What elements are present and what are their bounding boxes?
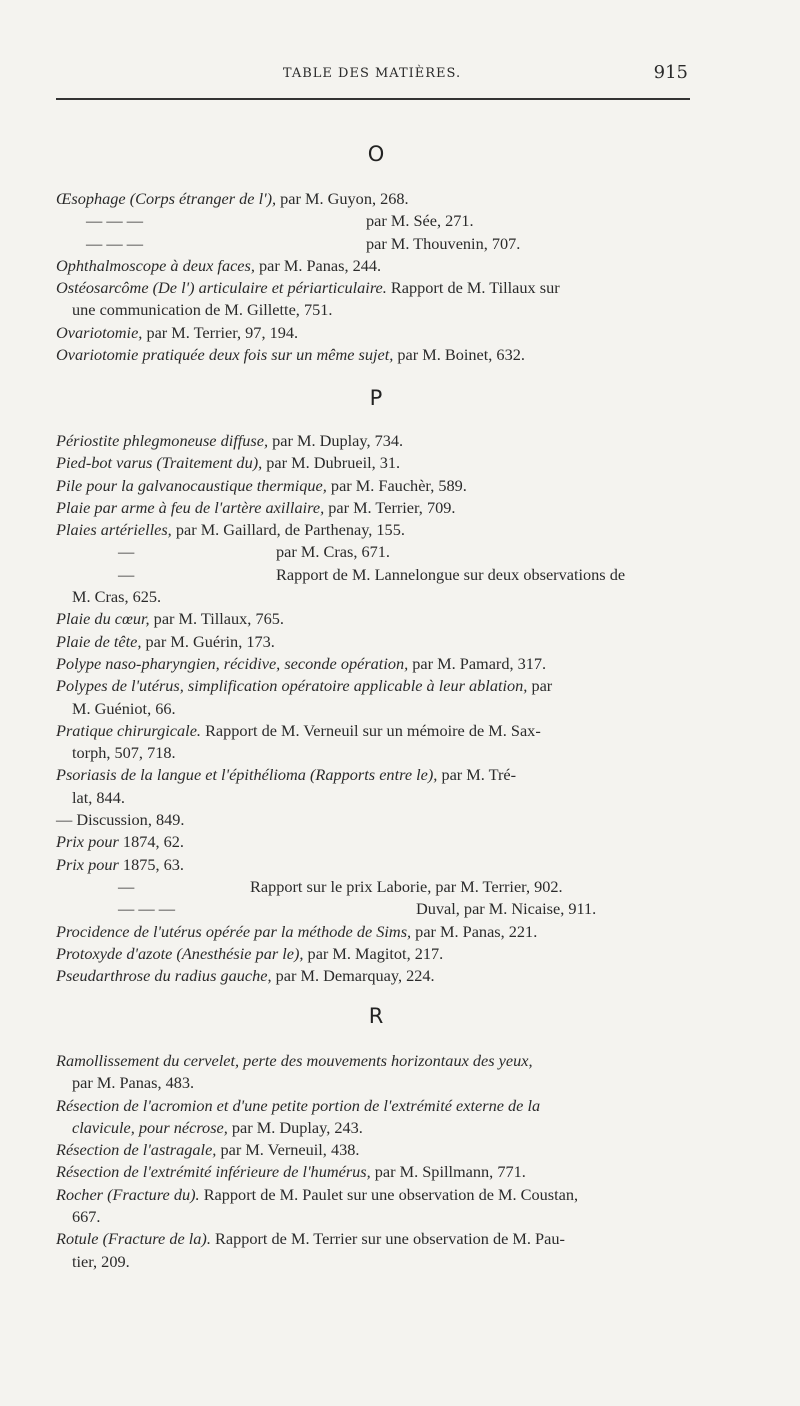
index-entry: Plaie par arme à feu de l'artère axillaire, par M. Terrier, 709. <box>56 497 456 517</box>
index-entry: Ovariotomie, par M. Terrier, 97, 194. <box>56 322 299 342</box>
index-entry: clavicule, pour nécrose, par M. Duplay, 243. <box>72 1117 363 1137</box>
index-entry: — — — Duval, par M. Nicaise, 911. <box>118 899 597 919</box>
header-rule <box>56 98 690 100</box>
index-entry: Prix pour 1875, 63. <box>56 854 184 874</box>
index-entry: Ramollissement du cervelet, perte des mouvements horizontaux des yeux, <box>56 1051 533 1070</box>
index-entry: Ovariotomie pratiquée deux fois sur un même sujet, par M. Boinet, 632. <box>56 345 525 365</box>
section-letter-p: P <box>369 386 383 410</box>
index-entry: Prix pour 1874, 62. <box>56 832 184 852</box>
index-entry: — Rapport sur le prix Laborie, par M. Terrier, 902. <box>118 876 563 896</box>
index-entry: M. Guéniot, 66. <box>72 698 176 718</box>
section-letter-o: O <box>367 142 385 166</box>
section-p-entries <box>56 430 692 987</box>
index-entry: tier, 209. <box>72 1251 130 1271</box>
index-entry: Rotule (Fracture de la). Rapport de M. Terrier sur une observation de M. Pau- <box>56 1229 565 1249</box>
index-entry: Résection de l'extrémité inférieure de l'humérus, par M. Spillmann, 771. <box>56 1162 526 1182</box>
index-entry: Résection de l'acromion et d'une petite portion de l'extrémité externe de la <box>56 1095 541 1115</box>
section-r-entries <box>56 1050 692 1273</box>
index-entry: — Discussion, 849. <box>56 810 185 830</box>
index-entry: Plaies artérielles, par M. Gaillard, de Parthenay, 155. <box>56 520 405 540</box>
index-entry: Plaie du cœur, par M. Tillaux, 765. <box>56 609 284 629</box>
index-entry: Protoxyde d'azote (Anesthésie par le), par M. Magitot, 217. <box>56 943 444 963</box>
page-number: 915 <box>653 62 688 83</box>
index-entry: — — — par M. Thouvenin, 707. <box>86 233 521 253</box>
index-entry: 667. <box>72 1207 101 1227</box>
index-entry: Résection de l'astragale, par M. Verneuil, 438. <box>56 1140 360 1160</box>
index-entry: Ostéosarcôme (De l') articulaire et périarticulaire. Rapport de M. Tillaux sur <box>56 278 560 298</box>
index-entry: Pile pour la galvanocaustique thermique, par M. Fauchèr, 589. <box>56 475 467 495</box>
index-entry: Pseudarthrose du radius gauche, par M. Demarquay, 224. <box>56 966 435 986</box>
index-entry: Polype naso-pharyngien, récidive, seconde opération, par M. Pamard, 317. <box>56 653 547 673</box>
index-entry: Périostite phlegmoneuse diffuse, par M. Duplay, 734. <box>56 431 404 450</box>
index-entry: Pied-bot varus (Traitement du), par M. Dubrueil, 31. <box>56 453 401 473</box>
section-letter-r: R <box>368 1004 384 1028</box>
index-entry: — Rapport de M. Lannelongue sur deux observations de <box>118 564 626 584</box>
index-entry: Pratique chirurgicale. Rapport de M. Verneuil sur un mémoire de M. Sax- <box>56 720 541 740</box>
index-entry: par M. Panas, 483. <box>72 1073 195 1093</box>
running-head-title: TABLE DES MATIÈRES. <box>282 66 462 81</box>
section-o-entries <box>56 188 692 366</box>
index-entry: une communication de M. Gillette, 751. <box>72 300 333 320</box>
index-entry: M. Cras, 625. <box>72 587 162 607</box>
index-entry: Plaie de tête, par M. Guérin, 173. <box>56 631 275 651</box>
index-entry: Procidence de l'utérus opérée par la méthode de Sims, par M. Panas, 221. <box>56 921 538 941</box>
index-entry: Psoriasis de la langue et l'épithélioma (Rapports entre le), par M. Tré- <box>56 765 517 785</box>
index-entry: lat, 844. <box>72 787 125 807</box>
index-entry: Polypes de l'utérus, simplification opératoire applicable à leur ablation, par <box>56 676 553 696</box>
index-entry: Ophthalmoscope à deux faces, par M. Panas, 244. <box>56 255 382 275</box>
index-entry: Rocher (Fracture du). Rapport de M. Paulet sur une observation de M. Coustan, <box>56 1184 579 1204</box>
index-entry: Œsophage (Corps étranger de l'), par M. Guyon, 268. <box>56 189 409 208</box>
index-entry: torph, 507, 718. <box>72 743 176 763</box>
index-entry: — — — par M. Sée, 271. <box>86 211 474 231</box>
index-entry: — par M. Cras, 671. <box>118 542 390 562</box>
